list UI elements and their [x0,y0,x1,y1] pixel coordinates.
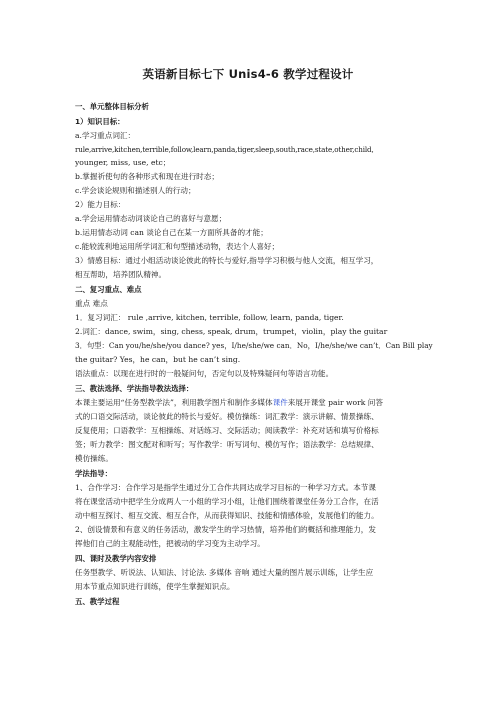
section-heading-goals: 一、单元整体目标分析 [75,102,149,111]
ability-a: a.学会运用情态动词谈论自己的喜好与意愿； [75,214,227,223]
methods-para-3: 反复使用；口语教学：互相操练、对话练习、交际活动；阅读教学：补充对话和填写价格标 [75,426,379,435]
study-line-4: 2、创设情景和有意义的任务活动，激发学生的学习热情，培养他们的概括和推理能力，发 [75,525,376,534]
knowledge-c: c.学会谈论规则和描述别人的行动； [75,186,196,195]
section-heading-review: 二、复习重点、难点 [75,285,142,294]
study-line-3: 动中相互探讨、相互交流、相互合作，从而获得知识、技能和情感体验，发展他们的能力。 [75,511,379,520]
study-line-1: 1、合作学习：合作学习是指学生通过分工合作共同达成学习目标的一种学习方式。本节课 [75,483,376,492]
schedule-line-2: 用本节重点知识进行训练，使学生掌握知识点。 [75,582,235,591]
methods-para-2: 式的口语交际活动，谈论彼此的特长与爱好。模仿操练：词汇教学：演示讲解、情景操练、 [75,412,379,421]
knowledge-b: b.掌握祈使句的各种形式和现在进行时态； [75,172,219,181]
section-heading-schedule: 四、课时及教学内容安排 [75,554,157,563]
ability-c: c.能较流利地运用所学词汇和句型描述动物，表达个人喜好； [75,242,280,251]
methods-text-b: 来展开课堂 pair work 问答 [287,398,383,407]
ability-b: b.运用情态动词 can 谈论自己在某一方面所具备的才能； [75,228,268,237]
methods-para-5: 模仿操练。 [75,454,113,463]
document-title: 英语新目标七下 Unis4-6 教学过程设计 [142,67,354,81]
study-line-5: 挥他们自己的主观能动性，把被动的学习变为主动学习。 [75,539,265,548]
knowledge-a: a.学习重点词汇： [75,131,136,140]
methods-text-a: 本课主要运用“任务型教学法”，利用教学图片和制作多媒体 [75,398,273,407]
section-heading-methods: 三、教法选择、学法指导教法选择： [75,384,194,393]
review-subheading: 重点 难点 [75,299,108,308]
subheading-ability: 2）能力目标： [75,200,126,209]
vocab-list-1: rule,arrive,kitchen,terrible,follow,learn,panda,tiger,sleep,south,race,state,other,child, [75,145,374,154]
section-heading-process: 五、教学过程 [75,597,120,606]
methods-para-1 [75,398,383,408]
review-vocab: 1．复习词汇： rule ,arrive, kitchen, terrible, follow, learn, panda, tiger. [75,313,344,322]
subheading-knowledge: 1）知识目标： [75,117,125,126]
emotion-goal-1: 3）情感目标：通过小组活动谈论彼此的特长与爱好,指导学习积极与他人交流，相互学习， [75,256,379,265]
review-sentence-1: 3．句型：Can you/he/she/you dance? yes，I/he/she/we can．No，I/he/she/we can’t．Can Bill play [75,341,433,350]
review-words: 2.词汇：dance, swim，sing, chess, speak, drum，trumpet，violin，play the guitar [75,327,388,336]
study-guidance-heading: 学法指导： [75,469,112,478]
methods-para-4: 签；听力教学：图文配对和听写；写作教学：听写词句、模仿写作；语法教学：总结规律、 [75,440,379,449]
emotion-goal-2: 相互帮助，培养团队精神。 [75,270,167,279]
courseware-link[interactable]: 课件 [272,398,288,407]
schedule-line-1: 任务型教学、听说法、认知法、讨论法. 多媒体 音响 通过大量的图片展示训练，让学生应 [75,568,374,577]
study-line-2: 将在课堂活动中把学生分成两人一小组的学习小组，让他们围绕着课堂任务分工合作，在活 [75,497,379,506]
vocab-list-2: younger, miss, use, etc； [75,158,171,167]
review-sentence-2: the guitar? Yes，he can，but he can’t sing. [75,355,241,364]
grammar-focus: 语法重点：以现在进行时的一般疑问句，否定句以及特殊疑问句等语言功能。 [75,369,334,378]
